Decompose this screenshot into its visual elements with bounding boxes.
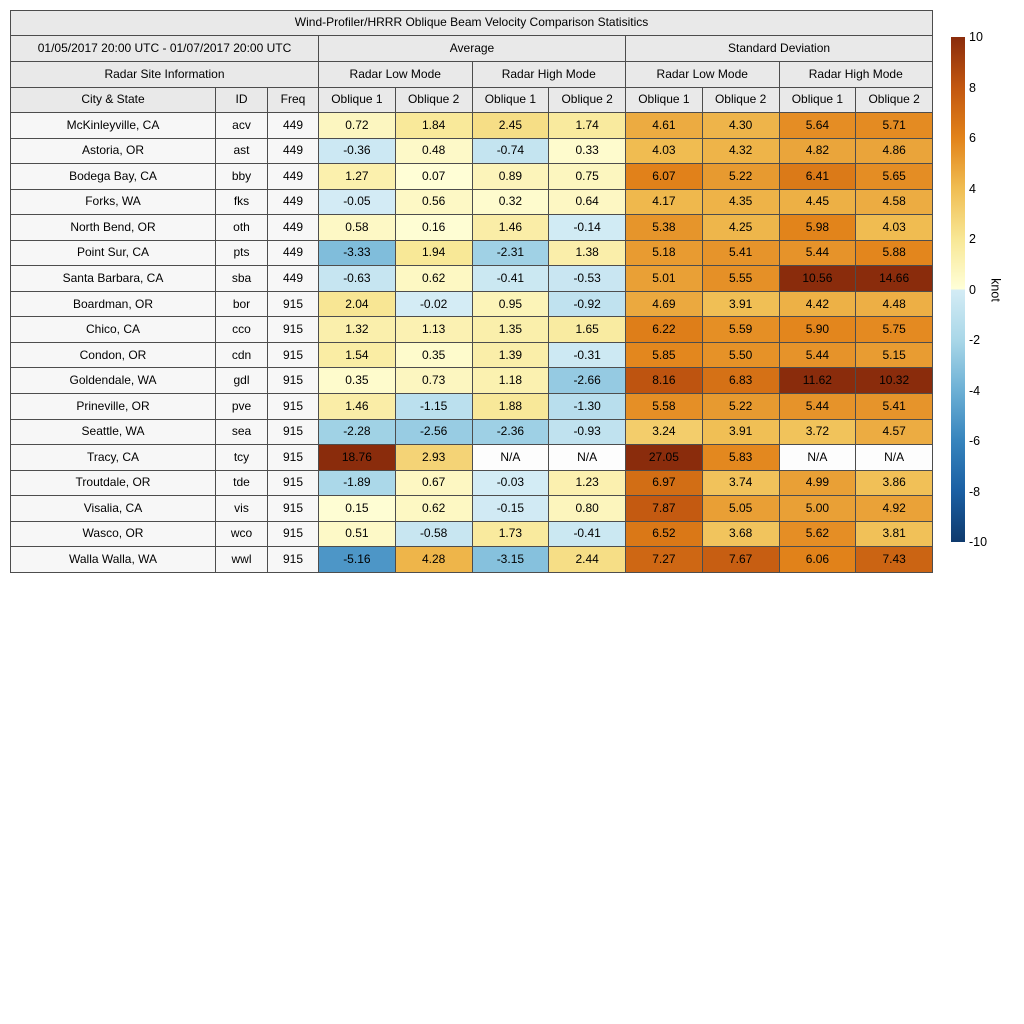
- cell-value: 6.07: [626, 164, 703, 190]
- cell-value: 4.30: [702, 113, 779, 139]
- title-row: [11, 11, 933, 36]
- cell-city: Condon, OR: [11, 342, 216, 368]
- cell-value: -0.92: [549, 291, 626, 317]
- cell-id: ast: [216, 138, 268, 164]
- cell-value: 2.45: [472, 113, 549, 139]
- cell-freq: 449: [268, 189, 319, 215]
- column-header-oblique: Oblique 1: [472, 88, 549, 113]
- cell-city: Forks, WA: [11, 189, 216, 215]
- colorbar-tick-label: 4: [969, 181, 976, 196]
- cell-value: 3.86: [856, 470, 933, 496]
- date-range: 01/05/2017 20:00 UTC - 01/07/2017 20:00 UTC: [11, 36, 319, 62]
- cell-city: Prineville, OR: [11, 394, 216, 420]
- cell-value: 5.15: [856, 342, 933, 368]
- table-row: [11, 266, 933, 292]
- cell-value: -0.41: [549, 521, 626, 547]
- cell-value: 0.75: [549, 164, 626, 190]
- cell-value: 0.07: [395, 164, 472, 190]
- table-row: [11, 317, 933, 343]
- cell-value: -2.36: [472, 419, 549, 445]
- table-title: Wind-Profiler/HRRR Oblique Beam Velocity Comparison Statisitics: [11, 11, 933, 36]
- cell-id: sba: [216, 266, 268, 292]
- cell-city: North Bend, OR: [11, 215, 216, 241]
- cell-id: wco: [216, 521, 268, 547]
- cell-value: 0.35: [319, 368, 396, 394]
- cell-city: Wasco, OR: [11, 521, 216, 547]
- cell-value: 0.51: [319, 521, 396, 547]
- cell-value: 4.86: [856, 138, 933, 164]
- cell-value: 2.04: [319, 291, 396, 317]
- cell-value: 5.71: [856, 113, 933, 139]
- cell-value: 0.62: [395, 496, 472, 522]
- cell-id: bor: [216, 291, 268, 317]
- cell-value: 4.28: [395, 547, 472, 573]
- cell-value: 1.27: [319, 164, 396, 190]
- mode-header-row: [11, 62, 933, 88]
- cell-value: N/A: [779, 445, 856, 471]
- cell-value: 0.15: [319, 496, 396, 522]
- cell-freq: 449: [268, 266, 319, 292]
- cell-value: -5.16: [319, 547, 396, 573]
- colorbar: [951, 29, 1024, 549]
- table-row: [11, 189, 933, 215]
- cell-value: 4.42: [779, 291, 856, 317]
- cell-value: 3.24: [626, 419, 703, 445]
- cell-value: 1.54: [319, 342, 396, 368]
- cell-value: 4.03: [626, 138, 703, 164]
- cell-freq: 915: [268, 521, 319, 547]
- colorbar-gradient: [951, 37, 965, 542]
- cell-value: 1.38: [549, 240, 626, 266]
- column-header-oblique: Oblique 2: [395, 88, 472, 113]
- cell-value: 5.58: [626, 394, 703, 420]
- cell-id: cdn: [216, 342, 268, 368]
- column-header-oblique: Oblique 2: [702, 88, 779, 113]
- colorbar-tick-label: 8: [969, 80, 976, 95]
- cell-city: Tracy, CA: [11, 445, 216, 471]
- cell-value: -0.41: [472, 266, 549, 292]
- cell-value: 5.05: [702, 496, 779, 522]
- cell-freq: 915: [268, 342, 319, 368]
- cell-value: 0.72: [319, 113, 396, 139]
- cell-value: 4.58: [856, 189, 933, 215]
- mode-header-avg-high: Radar High Mode: [472, 62, 626, 88]
- cell-value: 3.91: [702, 291, 779, 317]
- cell-value: 0.89: [472, 164, 549, 190]
- cell-value: -0.74: [472, 138, 549, 164]
- colorbar-unit-label: knot: [988, 278, 1003, 302]
- column-header-oblique: Oblique 2: [856, 88, 933, 113]
- cell-value: 1.88: [472, 394, 549, 420]
- colorbar-tick-label: 10: [969, 29, 983, 44]
- cell-freq: 449: [268, 138, 319, 164]
- cell-value: 5.90: [779, 317, 856, 343]
- cell-city: Walla Walla, WA: [11, 547, 216, 573]
- cell-value: 4.35: [702, 189, 779, 215]
- table-row: [11, 445, 933, 471]
- cell-value: 6.41: [779, 164, 856, 190]
- table-row: [11, 342, 933, 368]
- column-header-freq: Freq: [268, 88, 319, 113]
- cell-freq: 915: [268, 547, 319, 573]
- cell-freq: 915: [268, 291, 319, 317]
- cell-city: Boardman, OR: [11, 291, 216, 317]
- cell-freq: 449: [268, 164, 319, 190]
- cell-freq: 915: [268, 496, 319, 522]
- cell-value: 11.62: [779, 368, 856, 394]
- cell-freq: 915: [268, 445, 319, 471]
- table-row: [11, 368, 933, 394]
- cell-value: 0.67: [395, 470, 472, 496]
- cell-value: 6.06: [779, 547, 856, 573]
- cell-value: -2.28: [319, 419, 396, 445]
- cell-value: 1.46: [319, 394, 396, 420]
- cell-value: 1.39: [472, 342, 549, 368]
- cell-city: Seattle, WA: [11, 419, 216, 445]
- cell-value: 0.73: [395, 368, 472, 394]
- cell-value: 5.64: [779, 113, 856, 139]
- cell-city: McKinleyville, CA: [11, 113, 216, 139]
- cell-value: 3.91: [702, 419, 779, 445]
- column-header-oblique: Oblique 2: [549, 88, 626, 113]
- cell-value: 4.32: [702, 138, 779, 164]
- cell-value: -0.15: [472, 496, 549, 522]
- cell-value: 5.41: [702, 240, 779, 266]
- cell-value: -2.31: [472, 240, 549, 266]
- cell-value: 0.16: [395, 215, 472, 241]
- cell-city: Astoria, OR: [11, 138, 216, 164]
- cell-value: 10.32: [856, 368, 933, 394]
- cell-value: -1.89: [319, 470, 396, 496]
- cell-city: Bodega Bay, CA: [11, 164, 216, 190]
- cell-value: N/A: [472, 445, 549, 471]
- table-row: [11, 240, 933, 266]
- cell-value: 6.97: [626, 470, 703, 496]
- column-header-oblique: Oblique 1: [779, 88, 856, 113]
- cell-value: 5.98: [779, 215, 856, 241]
- cell-id: bby: [216, 164, 268, 190]
- cell-value: 1.35: [472, 317, 549, 343]
- cell-value: 14.66: [856, 266, 933, 292]
- cell-value: N/A: [856, 445, 933, 471]
- cell-value: 18.76: [319, 445, 396, 471]
- site-info-header: Radar Site Information: [11, 62, 319, 88]
- table-row: [11, 496, 933, 522]
- cell-value: -0.63: [319, 266, 396, 292]
- cell-value: 5.18: [626, 240, 703, 266]
- cell-value: 1.23: [549, 470, 626, 496]
- table-row: [11, 394, 933, 420]
- cell-value: -0.58: [395, 521, 472, 547]
- cell-value: 0.58: [319, 215, 396, 241]
- cell-id: pve: [216, 394, 268, 420]
- column-header-city: City & State: [11, 88, 216, 113]
- cell-value: 0.95: [472, 291, 549, 317]
- cell-value: 5.22: [702, 164, 779, 190]
- cell-id: fks: [216, 189, 268, 215]
- colorbar-tick-label: 0: [969, 282, 976, 297]
- cell-value: 4.92: [856, 496, 933, 522]
- cell-value: 1.65: [549, 317, 626, 343]
- table-row: [11, 113, 933, 139]
- cell-value: -3.33: [319, 240, 396, 266]
- cell-value: 5.22: [702, 394, 779, 420]
- cell-id: pts: [216, 240, 268, 266]
- column-header-row: [11, 88, 933, 113]
- table-row: [11, 470, 933, 496]
- mode-header-std-low: Radar Low Mode: [626, 62, 780, 88]
- cell-value: 1.74: [549, 113, 626, 139]
- column-header-oblique: Oblique 1: [626, 88, 703, 113]
- cell-value: 5.01: [626, 266, 703, 292]
- cell-value: 7.67: [702, 547, 779, 573]
- cell-value: 7.87: [626, 496, 703, 522]
- cell-value: 5.00: [779, 496, 856, 522]
- cell-value: 4.45: [779, 189, 856, 215]
- table-row: [11, 419, 933, 445]
- cell-value: 4.61: [626, 113, 703, 139]
- cell-value: 3.74: [702, 470, 779, 496]
- cell-value: 2.44: [549, 547, 626, 573]
- table-row: [11, 291, 933, 317]
- cell-value: 4.25: [702, 215, 779, 241]
- cell-city: Point Sur, CA: [11, 240, 216, 266]
- cell-value: -2.56: [395, 419, 472, 445]
- cell-value: -0.53: [549, 266, 626, 292]
- cell-value: 4.69: [626, 291, 703, 317]
- cell-value: 8.16: [626, 368, 703, 394]
- colorbar-tick-label: 2: [969, 231, 976, 246]
- cell-value: 3.81: [856, 521, 933, 547]
- cell-value: 0.56: [395, 189, 472, 215]
- cell-value: 5.85: [626, 342, 703, 368]
- cell-city: Visalia, CA: [11, 496, 216, 522]
- cell-value: 5.41: [856, 394, 933, 420]
- cell-value: -3.15: [472, 547, 549, 573]
- cell-value: 4.17: [626, 189, 703, 215]
- table-row: [11, 521, 933, 547]
- cell-value: 1.46: [472, 215, 549, 241]
- cell-id: acv: [216, 113, 268, 139]
- cell-value: 5.65: [856, 164, 933, 190]
- cell-value: 1.32: [319, 317, 396, 343]
- cell-freq: 915: [268, 419, 319, 445]
- cell-value: 5.44: [779, 240, 856, 266]
- cell-value: 4.48: [856, 291, 933, 317]
- cell-value: -0.93: [549, 419, 626, 445]
- cell-value: 1.84: [395, 113, 472, 139]
- cell-value: -0.03: [472, 470, 549, 496]
- colorbar-tick-label: -2: [969, 332, 981, 347]
- colorbar-tick-label: -8: [969, 484, 981, 499]
- cell-value: 7.27: [626, 547, 703, 573]
- cell-value: 5.44: [779, 394, 856, 420]
- cell-value: 0.80: [549, 496, 626, 522]
- colorbar-tick-label: -6: [969, 433, 981, 448]
- cell-value: 0.48: [395, 138, 472, 164]
- mode-header-avg-low: Radar Low Mode: [319, 62, 473, 88]
- colorbar-tick-label: -4: [969, 383, 981, 398]
- cell-value: 5.44: [779, 342, 856, 368]
- cell-value: 1.73: [472, 521, 549, 547]
- cell-id: wwl: [216, 547, 268, 573]
- cell-city: Santa Barbara, CA: [11, 266, 216, 292]
- cell-value: -0.05: [319, 189, 396, 215]
- cell-value: 4.57: [856, 419, 933, 445]
- colorbar-tick-label: -10: [969, 534, 988, 549]
- column-header-id: ID: [216, 88, 268, 113]
- table-row: [11, 138, 933, 164]
- cell-id: vis: [216, 496, 268, 522]
- cell-value: 6.83: [702, 368, 779, 394]
- cell-freq: 449: [268, 240, 319, 266]
- cell-value: 6.22: [626, 317, 703, 343]
- cell-value: 27.05: [626, 445, 703, 471]
- cell-value: 1.94: [395, 240, 472, 266]
- cell-value: 3.68: [702, 521, 779, 547]
- cell-value: 1.18: [472, 368, 549, 394]
- cell-value: 0.64: [549, 189, 626, 215]
- cell-value: 4.03: [856, 215, 933, 241]
- table-row: [11, 547, 933, 573]
- cell-value: 3.72: [779, 419, 856, 445]
- cell-value: -1.30: [549, 394, 626, 420]
- table-body: [11, 113, 933, 573]
- cell-freq: 449: [268, 215, 319, 241]
- cell-freq: 915: [268, 394, 319, 420]
- column-header-oblique: Oblique 1: [319, 88, 396, 113]
- mode-header-std-high: Radar High Mode: [779, 62, 933, 88]
- cell-value: 10.56: [779, 266, 856, 292]
- cell-value: 2.93: [395, 445, 472, 471]
- cell-value: 0.35: [395, 342, 472, 368]
- cell-freq: 915: [268, 470, 319, 496]
- cell-id: cco: [216, 317, 268, 343]
- table-row: [11, 164, 933, 190]
- velocity-comparison-table: [10, 10, 933, 573]
- cell-freq: 915: [268, 368, 319, 394]
- group-header-average: Average: [319, 36, 626, 62]
- cell-value: 5.75: [856, 317, 933, 343]
- cell-value: N/A: [549, 445, 626, 471]
- cell-id: tde: [216, 470, 268, 496]
- cell-value: 0.33: [549, 138, 626, 164]
- cell-value: 4.99: [779, 470, 856, 496]
- cell-value: 7.43: [856, 547, 933, 573]
- cell-value: 5.38: [626, 215, 703, 241]
- cell-freq: 915: [268, 317, 319, 343]
- cell-value: 6.52: [626, 521, 703, 547]
- cell-freq: 449: [268, 113, 319, 139]
- cell-value: -1.15: [395, 394, 472, 420]
- cell-city: Troutdale, OR: [11, 470, 216, 496]
- cell-city: Goldendale, WA: [11, 368, 216, 394]
- cell-value: 5.50: [702, 342, 779, 368]
- cell-id: tcy: [216, 445, 268, 471]
- cell-value: -2.66: [549, 368, 626, 394]
- cell-id: oth: [216, 215, 268, 241]
- cell-value: 0.62: [395, 266, 472, 292]
- cell-id: gdl: [216, 368, 268, 394]
- cell-value: -0.14: [549, 215, 626, 241]
- cell-id: sea: [216, 419, 268, 445]
- cell-value: -0.31: [549, 342, 626, 368]
- cell-value: 4.82: [779, 138, 856, 164]
- cell-value: 0.32: [472, 189, 549, 215]
- table-row: [11, 215, 933, 241]
- cell-value: -0.02: [395, 291, 472, 317]
- group-header-row: [11, 36, 933, 62]
- cell-city: Chico, CA: [11, 317, 216, 343]
- cell-value: -0.36: [319, 138, 396, 164]
- cell-value: 5.83: [702, 445, 779, 471]
- colorbar-tick-label: 6: [969, 130, 976, 145]
- cell-value: 1.13: [395, 317, 472, 343]
- cell-value: 5.88: [856, 240, 933, 266]
- cell-value: 5.62: [779, 521, 856, 547]
- group-header-standard-deviation: Standard Deviation: [626, 36, 933, 62]
- cell-value: 5.55: [702, 266, 779, 292]
- cell-value: 5.59: [702, 317, 779, 343]
